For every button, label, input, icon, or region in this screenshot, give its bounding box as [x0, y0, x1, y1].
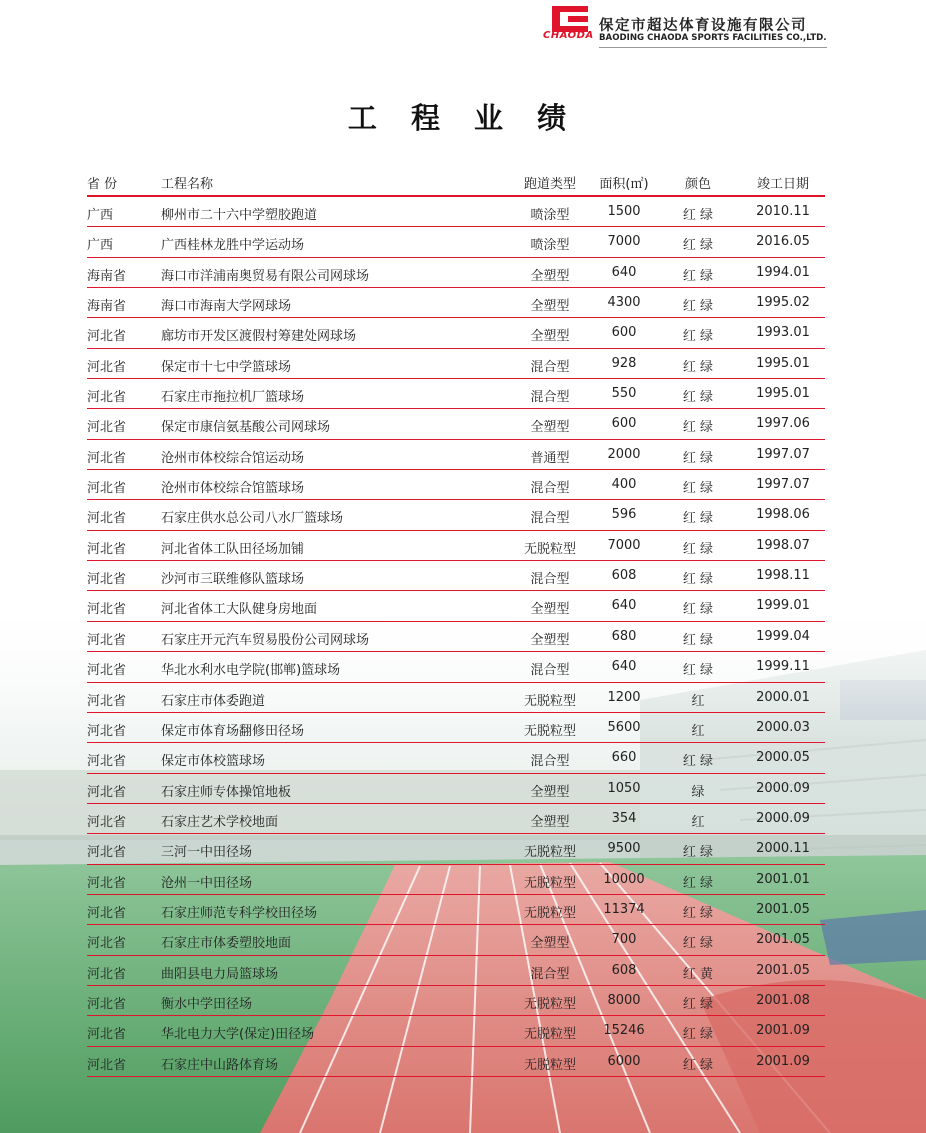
cell-completion-date: 2001.05	[756, 962, 810, 978]
cell-completion-date: 2010.11	[756, 204, 810, 219]
cell-area: 4300	[607, 295, 641, 311]
cell-area: 1050	[607, 780, 641, 796]
cell-area: 608	[611, 962, 637, 978]
cell-project-name: 廊坊市开发区渡假村筹建处网球场	[161, 329, 357, 345]
cell-completion-date: 1994.01	[756, 264, 810, 280]
cell-color: 红	[691, 693, 705, 709]
column-header-track-type: 跑道类型	[523, 177, 576, 192]
cell-project-name: 石家庄市拖拉机厂篮球场	[161, 390, 305, 406]
cell-province: 河北省	[87, 966, 127, 982]
cell-area: 1500	[607, 204, 641, 219]
cell-track-type: 无脱粒型	[523, 875, 576, 891]
cell-track-type: 全塑型	[530, 632, 570, 648]
cell-track-type: 全塑型	[530, 268, 570, 284]
cell-project-name: 保定市体校篮球场	[161, 754, 266, 770]
cell-province: 河北省	[87, 632, 127, 648]
cell-color: 红 绿	[682, 632, 714, 648]
cell-area: 7000	[607, 537, 641, 553]
cell-project-name: 保定市十七中学篮球场	[161, 359, 292, 375]
table-row	[87, 652, 825, 682]
cell-province: 广西	[87, 208, 114, 223]
cell-color: 红 绿	[682, 936, 714, 952]
cell-color: 红 绿	[682, 996, 714, 1012]
cell-completion-date: 1999.01	[756, 598, 810, 614]
table-row	[87, 440, 825, 470]
cell-color: 红 绿	[682, 420, 714, 436]
cell-area: 1200	[607, 689, 641, 705]
cell-province: 河北省	[87, 511, 127, 527]
cell-track-type: 全塑型	[530, 420, 570, 436]
cell-province: 广西	[87, 238, 114, 254]
cell-province: 河北省	[87, 1027, 127, 1043]
cell-track-type: 无脱粒型	[523, 905, 576, 921]
cell-completion-date: 2001.01	[756, 871, 810, 887]
column-header-area: 面积(㎡)	[599, 177, 649, 192]
cell-track-type: 无脱粒型	[523, 1027, 576, 1043]
cell-area: 9500	[607, 841, 641, 857]
table-row	[87, 622, 825, 652]
cell-track-type: 混合型	[530, 966, 570, 982]
cell-project-name: 河北省体工大队健身房地面	[161, 602, 318, 618]
cell-completion-date: 2000.11	[756, 841, 810, 857]
cell-completion-date: 1995.02	[756, 295, 810, 311]
cell-color: 红 绿	[682, 602, 714, 618]
column-header-province: 省 份	[87, 177, 118, 192]
cell-track-type: 混合型	[530, 359, 570, 375]
cell-project-name: 三河一中田径场	[161, 845, 253, 861]
cell-track-type: 无脱粒型	[523, 845, 576, 861]
cell-province: 河北省	[87, 996, 127, 1012]
cell-project-name: 柳州市二十六中学塑胶跑道	[161, 208, 318, 223]
table-row	[87, 561, 825, 591]
page-header	[0, 0, 926, 60]
cell-track-type: 全塑型	[530, 936, 570, 952]
cell-completion-date: 1997.06	[756, 416, 810, 432]
project-table	[87, 166, 825, 1077]
table-row	[87, 683, 825, 713]
column-header-completion-date: 竣工日期	[756, 177, 809, 192]
cell-area: 660	[611, 750, 637, 766]
cell-area: 700	[611, 932, 637, 948]
cell-color: 红 绿	[682, 268, 714, 284]
cell-color: 绿	[691, 784, 705, 800]
cell-area: 640	[611, 659, 637, 675]
cell-area: 2000	[607, 446, 641, 462]
cell-completion-date: 2000.05	[756, 750, 810, 766]
cell-project-name: 保定市体育场翻修田径场	[161, 723, 305, 739]
cell-color: 红 绿	[682, 238, 714, 254]
table-row	[87, 713, 825, 743]
table-row	[87, 743, 825, 773]
cell-area: 6000	[607, 1053, 641, 1069]
table-row	[87, 349, 825, 379]
cell-color: 红 绿	[682, 359, 714, 375]
cell-area: 8000	[607, 992, 641, 1008]
cell-project-name: 沧州市体校综合馆篮球场	[161, 481, 305, 497]
table-row	[87, 591, 825, 621]
company-name-english: BAODING CHAODA SPORTS FACILITIES CO.,LTD.	[599, 33, 827, 43]
cell-track-type: 喷涂型	[530, 208, 570, 223]
cell-track-type: 喷涂型	[530, 238, 570, 254]
table-body	[87, 197, 825, 1077]
cell-project-name: 华北电力大学(保定)田径场	[161, 1027, 315, 1043]
cell-province: 河北省	[87, 784, 127, 800]
cell-area: 400	[611, 477, 637, 493]
cell-province: 河北省	[87, 663, 127, 679]
cell-completion-date: 2001.09	[756, 1053, 810, 1069]
cell-province: 海南省	[87, 299, 127, 315]
cell-color: 红 绿	[682, 754, 714, 770]
cell-color: 红 绿	[682, 481, 714, 497]
cell-province: 河北省	[87, 936, 127, 952]
cell-color: 红 绿	[682, 1057, 714, 1073]
company-name-chinese: 保定市超达体育设施有限公司	[599, 18, 807, 34]
table-row	[87, 318, 825, 348]
cell-color: 红 绿	[682, 541, 714, 557]
table-row	[87, 531, 825, 561]
cell-track-type: 无脱粒型	[523, 723, 576, 739]
cell-color: 红 绿	[682, 1027, 714, 1043]
cell-completion-date: 2016.05	[756, 234, 810, 250]
cell-track-type: 无脱粒型	[523, 996, 576, 1012]
cell-track-type: 混合型	[530, 754, 570, 770]
cell-province: 河北省	[87, 572, 127, 588]
cell-province: 河北省	[87, 875, 127, 891]
cell-track-type: 混合型	[530, 572, 570, 588]
cell-province: 河北省	[87, 814, 127, 830]
table-row	[87, 1016, 825, 1046]
cell-area: 596	[611, 507, 637, 523]
cell-province: 河北省	[87, 845, 127, 861]
table-row	[87, 227, 825, 257]
cell-project-name: 沧州一中田径场	[161, 875, 253, 891]
cell-color: 红 绿	[682, 663, 714, 679]
cell-completion-date: 2001.09	[756, 1023, 810, 1039]
table-row	[87, 774, 825, 804]
cell-project-name: 广西桂林龙胜中学运动场	[161, 238, 305, 254]
cell-area: 640	[611, 264, 637, 280]
cell-completion-date: 1995.01	[756, 386, 810, 402]
cell-area: 600	[611, 325, 637, 341]
cell-track-type: 混合型	[530, 481, 570, 497]
cell-completion-date: 1995.01	[756, 355, 810, 371]
table-row	[87, 895, 825, 925]
cell-province: 河北省	[87, 1057, 127, 1073]
cell-track-type: 混合型	[530, 663, 570, 679]
table-row	[87, 288, 825, 318]
cell-area: 680	[611, 628, 637, 644]
cell-province: 河北省	[87, 390, 127, 406]
cell-track-type: 无脱粒型	[523, 541, 576, 557]
cell-province: 河北省	[87, 329, 127, 345]
table-row	[87, 409, 825, 439]
header-divider	[599, 47, 827, 48]
table-row	[87, 925, 825, 955]
cell-area: 928	[611, 355, 637, 371]
cell-completion-date: 1997.07	[756, 446, 810, 462]
cell-province: 海南省	[87, 268, 127, 284]
cell-completion-date: 1998.06	[756, 507, 810, 523]
cell-completion-date: 2001.05	[756, 932, 810, 948]
cell-province: 河北省	[87, 693, 127, 709]
cell-project-name: 沙河市三联维修队篮球场	[161, 572, 305, 588]
cell-project-name: 石家庄市体委塑胶地面	[161, 936, 292, 952]
page-title: 工 程 业 绩	[347, 101, 579, 135]
cell-project-name: 石家庄市体委跑道	[161, 693, 266, 709]
cell-completion-date: 2000.09	[756, 810, 810, 826]
cell-track-type: 全塑型	[530, 602, 570, 618]
cell-completion-date: 2001.05	[756, 901, 810, 917]
cell-province: 河北省	[87, 420, 127, 436]
cell-project-name: 石家庄师专体操馆地板	[161, 784, 292, 800]
cell-completion-date: 1997.07	[756, 477, 810, 493]
logo-wordmark: CHAODA	[543, 30, 594, 41]
cell-province: 河北省	[87, 450, 127, 466]
cell-area: 11374	[603, 901, 645, 917]
cell-province: 河北省	[87, 905, 127, 921]
cell-completion-date: 1999.04	[756, 628, 810, 644]
cell-completion-date: 2000.03	[756, 719, 810, 735]
table-row	[87, 258, 825, 288]
cell-area: 10000	[603, 871, 645, 887]
cell-project-name: 石家庄艺术学校地面	[161, 814, 279, 830]
cell-project-name: 曲阳县电力局篮球场	[161, 966, 279, 982]
cell-area: 5600	[607, 719, 641, 735]
cell-province: 河北省	[87, 541, 127, 557]
cell-project-name: 华北水利水电学院(邯郸)篮球场	[161, 663, 341, 679]
cell-project-name: 衡水中学田径场	[161, 996, 253, 1012]
cell-color: 红 绿	[682, 208, 714, 223]
table-row	[87, 500, 825, 530]
cell-project-name: 沧州市体校综合馆运动场	[161, 450, 305, 466]
cell-color: 红 绿	[682, 450, 714, 466]
table-row	[87, 197, 825, 227]
cell-completion-date: 2000.01	[756, 689, 810, 705]
column-header-project-name: 工程名称	[161, 177, 214, 192]
cell-track-type: 全塑型	[530, 329, 570, 345]
cell-track-type: 全塑型	[530, 814, 570, 830]
cell-project-name: 石家庄开元汽车贸易股份公司网球场	[161, 632, 370, 648]
cell-track-type: 混合型	[530, 511, 570, 527]
cell-completion-date: 1993.01	[756, 325, 810, 341]
cell-project-name: 海口市海南大学网球场	[161, 299, 292, 315]
table-row	[87, 956, 825, 986]
cell-province: 河北省	[87, 481, 127, 497]
cell-completion-date: 1998.11	[756, 568, 810, 584]
cell-color: 红 绿	[682, 572, 714, 588]
cell-color: 红 绿	[682, 845, 714, 861]
cell-completion-date: 1998.07	[756, 537, 810, 553]
cell-area: 15246	[603, 1023, 645, 1039]
cell-color: 红	[691, 723, 705, 739]
cell-color: 红 绿	[682, 875, 714, 891]
table-row	[87, 1047, 825, 1077]
cell-track-type: 无脱粒型	[523, 693, 576, 709]
cell-color: 红 绿	[682, 329, 714, 345]
cell-track-type: 全塑型	[530, 299, 570, 315]
table-row	[87, 834, 825, 864]
cell-track-type: 混合型	[530, 390, 570, 406]
cell-track-type: 无脱粒型	[523, 1057, 576, 1073]
cell-project-name: 石家庄师范专科学校田径场	[161, 905, 318, 921]
cell-color: 红 绿	[682, 511, 714, 527]
cell-color: 红 绿	[682, 905, 714, 921]
cell-area: 550	[611, 386, 637, 402]
cell-project-name: 石家庄供水总公司八水厂篮球场	[161, 511, 344, 527]
cell-track-type: 全塑型	[530, 784, 570, 800]
table-header-row	[87, 166, 825, 197]
cell-province: 河北省	[87, 723, 127, 739]
cell-color: 红 黄	[682, 966, 714, 982]
cell-province: 河北省	[87, 602, 127, 618]
cell-completion-date: 1999.11	[756, 659, 810, 675]
cell-color: 红 绿	[682, 299, 714, 315]
cell-area: 600	[611, 416, 637, 432]
cell-area: 608	[611, 568, 637, 584]
cell-completion-date: 2000.09	[756, 780, 810, 796]
cell-project-name: 保定市康信氨基酸公司网球场	[161, 420, 331, 436]
cell-province: 河北省	[87, 359, 127, 375]
cell-area: 640	[611, 598, 637, 614]
column-header-color: 颜色	[684, 177, 711, 192]
cell-province: 河北省	[87, 754, 127, 770]
cell-area: 7000	[607, 234, 641, 250]
cell-color: 红	[691, 814, 705, 830]
table-row	[87, 804, 825, 834]
cell-project-name: 河北省体工队田径场加铺	[161, 541, 305, 557]
cell-project-name: 石家庄中山路体育场	[161, 1057, 279, 1073]
table-row	[87, 986, 825, 1016]
cell-color: 红 绿	[682, 390, 714, 406]
table-row	[87, 379, 825, 409]
cell-project-name: 海口市洋浦南奥贸易有限公司网球场	[161, 268, 370, 284]
table-row	[87, 865, 825, 895]
cell-track-type: 普通型	[530, 450, 570, 466]
table-row	[87, 470, 825, 500]
cell-area: 354	[611, 810, 637, 826]
cell-completion-date: 2001.08	[756, 992, 810, 1008]
